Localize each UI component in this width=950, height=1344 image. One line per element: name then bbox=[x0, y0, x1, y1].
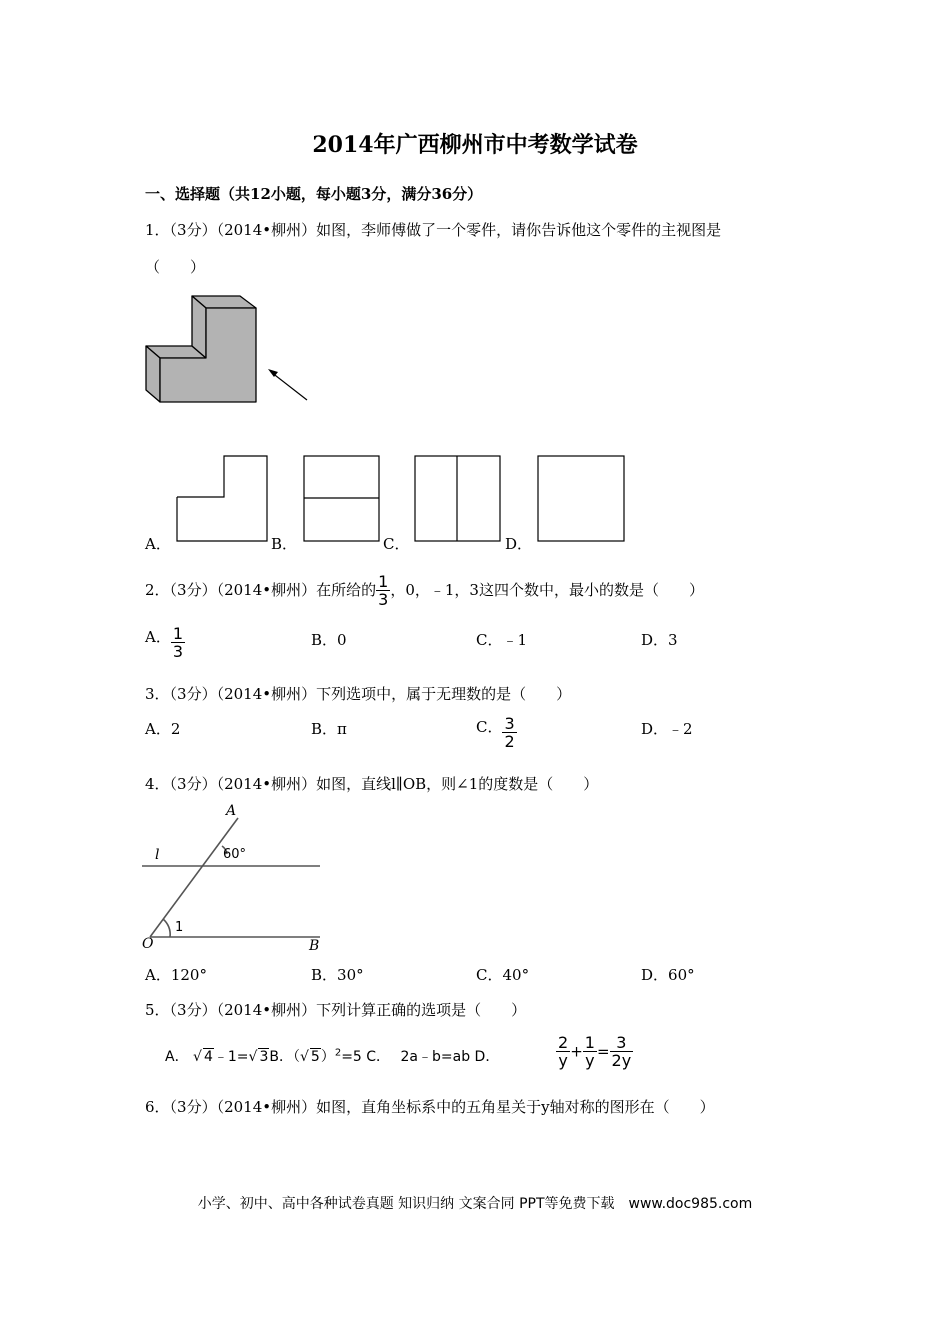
q5-d-plus: + bbox=[570, 1042, 583, 1061]
q4-option-c bbox=[476, 964, 529, 985]
fraction-numerator: 3 bbox=[504, 714, 515, 733]
q4-option-a-label: A． bbox=[145, 966, 171, 984]
q5-option-c-label: C． bbox=[366, 1049, 391, 1065]
q4-option-b bbox=[311, 964, 364, 985]
q1-option-c-label: C． bbox=[383, 535, 410, 553]
q4-option-c-value: 40° bbox=[502, 966, 530, 984]
question-4: 4．（3分）（2014•柳州）如图，直线l∥OB，则∠1的度数是（ ） bbox=[145, 775, 599, 793]
question-6: 6．（3分）（2014•柳州）如图，直角坐标系中的五角星关于y轴对称的图形在（ ） bbox=[145, 1098, 715, 1116]
q5-a-radicand-1: 4 bbox=[203, 1049, 213, 1065]
q3-option-b-value: π bbox=[337, 720, 347, 738]
q3-option-c-label: C． bbox=[476, 718, 503, 736]
q5-b-exponent: 2 bbox=[334, 1047, 342, 1059]
fraction-denominator: 2 bbox=[504, 732, 515, 751]
q4-option-a-value: 120° bbox=[170, 966, 207, 984]
q5-d-fraction-2 bbox=[583, 1035, 597, 1069]
fraction-numerator: 1 bbox=[378, 572, 389, 591]
q4-option-d bbox=[641, 964, 695, 985]
q4-label-B: B bbox=[309, 938, 320, 954]
q5-b-radicand: 5 bbox=[310, 1049, 320, 1065]
q5-option-d-label: D． bbox=[474, 1049, 500, 1065]
q3-option-d-value: ﹣2 bbox=[668, 720, 693, 738]
q2-option-c-label: C． bbox=[476, 631, 503, 649]
fraction-denominator: 3 bbox=[378, 590, 389, 609]
q4-option-d-value: 60° bbox=[668, 966, 695, 984]
q5-d-fraction-1 bbox=[556, 1035, 570, 1069]
q4-option-b-value: 30° bbox=[337, 966, 364, 984]
fraction-numerator: 1 bbox=[172, 624, 184, 643]
q4-option-c-label: C． bbox=[476, 966, 503, 984]
q5-d-equals: = bbox=[596, 1042, 610, 1061]
q1-option-a-label: A． bbox=[145, 535, 171, 553]
q4-option-d-label: D． bbox=[641, 966, 669, 984]
q5-a-radicand-2: 3 bbox=[259, 1049, 269, 1065]
q4-label-60-degree: 60° bbox=[223, 847, 247, 862]
q2-option-a-label: A． bbox=[145, 628, 171, 646]
q5-a-middle: ﹣1= bbox=[213, 1049, 249, 1065]
question-3: 3．（3分）（2014•柳州）下列选项中，属于无理数的是（ ） bbox=[145, 685, 572, 703]
q3-option-a-label: A． bbox=[145, 720, 171, 738]
q5-option-b-label: B． bbox=[269, 1049, 293, 1065]
q5-c-expression: 2a﹣b=ab bbox=[400, 1049, 471, 1065]
fraction-numerator: 3 bbox=[610, 1035, 634, 1052]
q4-label-angle-1: 1 bbox=[175, 920, 184, 935]
q2-option-d-value: 3 bbox=[668, 631, 678, 649]
q2-option-b-value: 0 bbox=[337, 631, 347, 649]
sqrt-symbol: √ bbox=[248, 1049, 258, 1065]
q1-option-d-label: D． bbox=[505, 535, 533, 553]
question-5: 5．（3分）（2014•柳州）下列计算正确的选项是（ ） bbox=[145, 1001, 527, 1019]
question-2-suffix: ，0，﹣1，3这四个数中，最小的数是（ ） bbox=[390, 581, 704, 599]
q3-option-a-value: 2 bbox=[170, 720, 181, 738]
q5-option-d-expression bbox=[556, 1035, 633, 1069]
q5-d-fraction-3 bbox=[610, 1035, 634, 1069]
question-2-prefix: 2．（3分）（2014•柳州）在所给的 bbox=[145, 581, 377, 599]
question-1-line2: （ ） bbox=[145, 258, 206, 276]
fraction-denominator: 3 bbox=[172, 642, 184, 661]
sqrt-symbol: √ bbox=[299, 1049, 309, 1065]
q5-b-open-paren: （ bbox=[292, 1049, 300, 1065]
q5-options-row bbox=[165, 1046, 499, 1066]
fraction-numerator: 2 bbox=[558, 1033, 569, 1052]
page-footer: 小学、初中、高中各种试卷真题 知识归纳 文案合同 PPT等免费下载 www.doc985.com bbox=[197, 1196, 753, 1212]
question-1-line1: 1．（3分）（2014•柳州）如图，李师傅做了一个零件，请你告诉他这个零件的主视图是 bbox=[145, 221, 722, 239]
q2-option-d-label: D． bbox=[641, 631, 669, 649]
q2-option-b-label: B． bbox=[311, 631, 338, 649]
q3-option-b-label: B． bbox=[311, 720, 338, 738]
q1-option-b-label: B． bbox=[271, 535, 298, 553]
fraction-denominator: 2y bbox=[611, 1051, 632, 1070]
q4-label-O: O bbox=[142, 936, 154, 952]
q5-option-a-label: A． bbox=[165, 1049, 189, 1065]
q4-option-b-label: B． bbox=[311, 966, 338, 984]
q5-b-rest: =5 bbox=[341, 1049, 362, 1065]
sqrt-symbol: √ bbox=[193, 1049, 202, 1065]
fraction-denominator: y bbox=[558, 1051, 568, 1070]
q2-option-c-value: ﹣1 bbox=[502, 631, 528, 649]
q3-option-d-label: D． bbox=[641, 720, 669, 738]
q4-label-A: A bbox=[226, 803, 237, 819]
fraction-numerator: 1 bbox=[584, 1033, 595, 1052]
page-title: 2014年广西柳州市中考数学试卷 bbox=[312, 132, 638, 158]
q5-b-close-paren: ） bbox=[320, 1049, 335, 1065]
q4-label-l: l bbox=[155, 847, 160, 863]
fraction-denominator: y bbox=[585, 1051, 595, 1070]
section-heading: 一、选择题（共12小题，每小题3分，满分36分） bbox=[145, 185, 483, 203]
q4-option-a bbox=[145, 964, 207, 985]
